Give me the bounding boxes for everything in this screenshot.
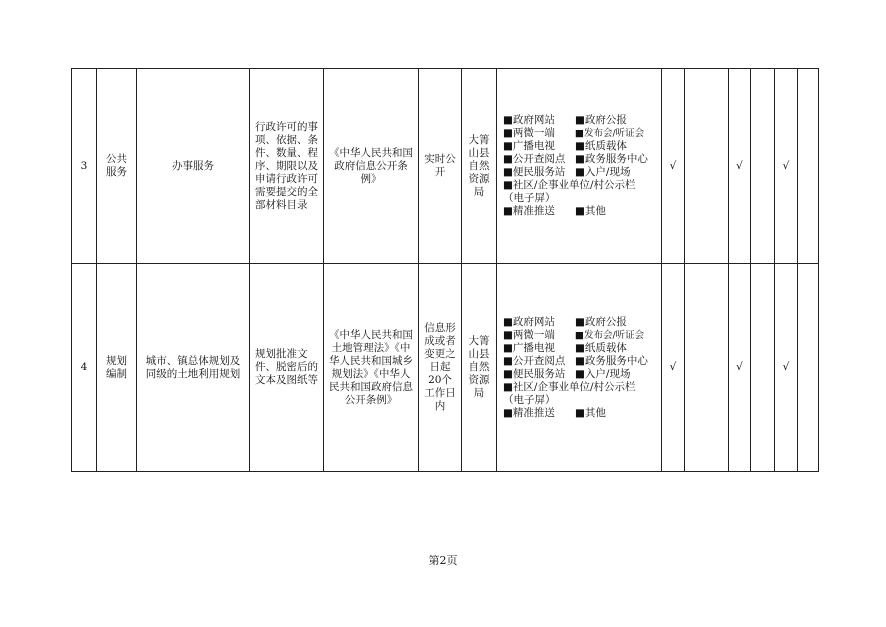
subcategory-cell: 办事服务 bbox=[137, 69, 250, 264]
row-number: 4 bbox=[72, 264, 97, 472]
channel-line: ■便民服务站 ■入户/现场 bbox=[503, 166, 631, 178]
check-mark: √ bbox=[775, 264, 798, 472]
agency-cell: 大箐山县自然资源局 bbox=[462, 264, 497, 472]
content-cell: 规划批准文件、脱密后的文本及图纸等 bbox=[250, 264, 324, 472]
channel-line: （电子屏） bbox=[503, 192, 556, 204]
check-mark: √ bbox=[729, 264, 751, 472]
category-cell: 公共服务 bbox=[97, 69, 137, 264]
channel-line: （电子屏） bbox=[503, 393, 556, 406]
content-cell: 行政许可的事项、依据、条件、数量、程序、期限以及申请行政许可需要提交的全部材料目录 bbox=[250, 69, 324, 264]
channel-line: ■精准推送 ■其他 bbox=[503, 406, 606, 419]
check-mark: √ bbox=[775, 69, 798, 264]
check-mark: √ bbox=[662, 264, 685, 472]
check-mark: √ bbox=[729, 69, 751, 264]
channel-line: ■便民服务站 ■入户/现场 bbox=[503, 367, 631, 380]
channel-line: ■政府网站 ■政府公报 bbox=[503, 114, 627, 126]
basis-cell: 《中华人民共和国政府信息公开条例》 bbox=[324, 69, 419, 264]
check-mark bbox=[798, 264, 819, 472]
channel-line: ■两微一端 ■发布会/听证会 bbox=[503, 127, 645, 139]
category-cell: 规划编制 bbox=[97, 264, 137, 472]
check-mark bbox=[751, 264, 775, 472]
check-mark bbox=[798, 69, 819, 264]
channel-line: ■社区/企事业单位/村公示栏 bbox=[503, 380, 636, 393]
channels-cell bbox=[497, 69, 662, 264]
row-number: 3 bbox=[72, 69, 97, 264]
agency-cell: 大箐山县自然资源局 bbox=[462, 69, 497, 264]
time-limit-cell: 信息形成或者变更之日起20个工作日内 bbox=[419, 264, 462, 472]
channel-line: ■广播电视 ■纸质载体 bbox=[503, 341, 627, 354]
channels-cell bbox=[497, 264, 662, 472]
check-mark bbox=[751, 69, 775, 264]
basis-cell: 《中华人民共和国土地管理法》《中华人民共和国城乡规划法》《中华人民共和国政府信息公开条例》 bbox=[324, 264, 419, 472]
check-mark bbox=[685, 264, 729, 472]
disclosure-table bbox=[71, 68, 819, 472]
channel-line: ■社区/企事业单位/村公示栏 bbox=[503, 179, 636, 191]
table-row bbox=[72, 264, 819, 472]
channel-line: ■广播电视 ■纸质载体 bbox=[503, 140, 627, 152]
check-mark: √ bbox=[662, 69, 685, 264]
time-limit-cell: 实时公开 bbox=[419, 69, 462, 264]
channel-line: ■两微一端 ■发布会/听证会 bbox=[503, 328, 645, 341]
channel-line: ■公开查阅点 ■政务服务中心 bbox=[503, 153, 648, 165]
page-number: 第2页 bbox=[428, 554, 458, 567]
channel-line: ■政府网站 ■政府公报 bbox=[503, 315, 627, 328]
table-row bbox=[72, 69, 819, 264]
channel-line: ■精准推送 ■其他 bbox=[503, 205, 606, 217]
check-mark bbox=[685, 69, 729, 264]
subcategory-cell: 城市、镇总体规划及同级的土地利用规划 bbox=[137, 264, 250, 472]
channel-line: ■公开查阅点 ■政务服务中心 bbox=[503, 354, 648, 367]
